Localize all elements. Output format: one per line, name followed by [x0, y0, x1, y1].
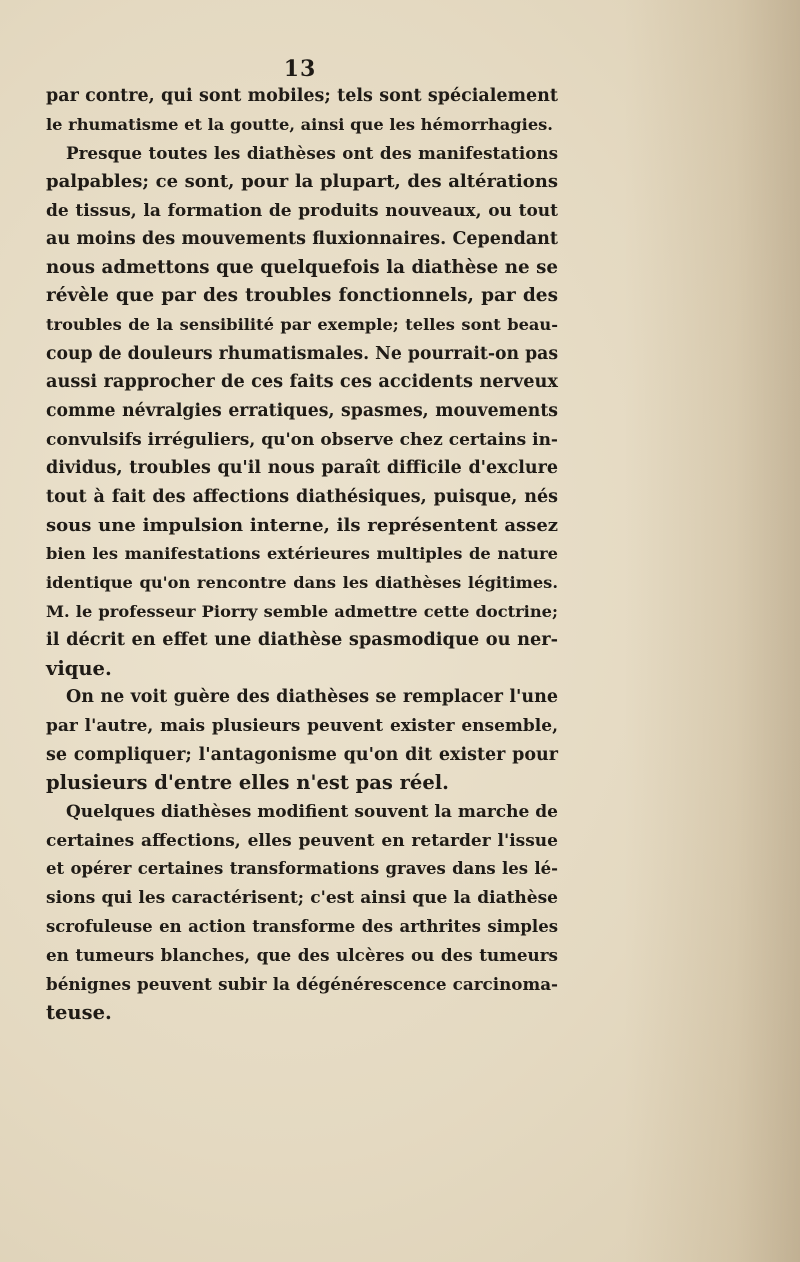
text-line: teuse.: [46, 1000, 112, 1024]
text-line: nous admettons que quelquefois la diathèse ne se: [46, 256, 558, 278]
text-line: Presque toutes les diathèses ont des manifestations: [66, 143, 558, 164]
text-line: il décrit en effet une diathèse spasmodique ou ner-: [46, 629, 558, 651]
text-line: par contre, qui sont mobiles; tels sont spécialement: [46, 86, 558, 106]
text-line: scrofuleuse en action transforme des arthrites simples: [46, 916, 558, 936]
text-line: palpables; ce sont, pour la plupart, des altérations: [46, 170, 558, 192]
text-line: par l'autre, mais plusieurs peuvent exister ensemble,: [46, 716, 558, 737]
text-line: comme névralgies erratiques, spasmes, mouvements: [46, 401, 558, 422]
page-number: 13: [283, 56, 317, 82]
text-line: et opérer certaines transformations graves dans les lé-: [46, 859, 558, 879]
text-line: le rhumatisme et la goutte, ainsi que les hémorrhagies.: [46, 114, 553, 134]
text-line: plusieurs d'entre elles n'est pas réel.: [46, 771, 449, 795]
text-line: de tissus, la formation de produits nouveaux, ou tout: [46, 200, 558, 221]
body-text: [46, 82, 558, 1027]
text-line: On ne voit guère des diathèses se remplacer l'une: [66, 687, 558, 708]
text-line: sous une impulsion interne, ils représentent assez: [46, 514, 558, 536]
text-line: M. le professeur Piorry semble admettre cette doctrine;: [46, 601, 558, 621]
text-line: en tumeurs blanches, que des ulcères ou des tumeurs: [46, 945, 558, 966]
text-line: vique.: [46, 656, 112, 680]
text-line: bénignes peuvent subir la dégénérescence carcinoma-: [46, 973, 558, 994]
text-line: bien les manifestations extérieures multiples de nature: [46, 544, 558, 564]
text-line: coup de douleurs rhumatismales. Ne pourrait-on pas: [46, 343, 559, 364]
text-line: identique qu'on rencontre dans les diathèses légitimes.: [46, 572, 558, 592]
text-line: dividus, troubles qu'il nous paraît difficile d'exclure: [46, 458, 558, 479]
text-line: certaines affections, elles peuvent en retarder l'issue: [46, 830, 558, 851]
text-line: se compliquer; l'antagonisme qu'on dit exister pour: [46, 744, 558, 765]
text-line: troubles de la sensibilité par exemple; telles sont beau-: [46, 315, 558, 335]
text-line: convulsifs irréguliers, qu'on observe chez certains in-: [46, 429, 558, 450]
text-line: tout à fait des affections diathésiques, puisque, nés: [46, 486, 558, 507]
text-line: révèle que par des troubles fonctionnels, par des: [46, 285, 558, 307]
text-line: sions qui les caractérisent; c'est ainsi que la diathèse: [46, 887, 558, 908]
text-line: au moins des mouvements fluxionnaires. Cependant: [46, 229, 558, 250]
text-line: aussi rapprocher de ces faits ces accidents nerveux: [46, 371, 558, 393]
text-line: Quelques diathèses modifient souvent la marche de: [66, 802, 558, 823]
